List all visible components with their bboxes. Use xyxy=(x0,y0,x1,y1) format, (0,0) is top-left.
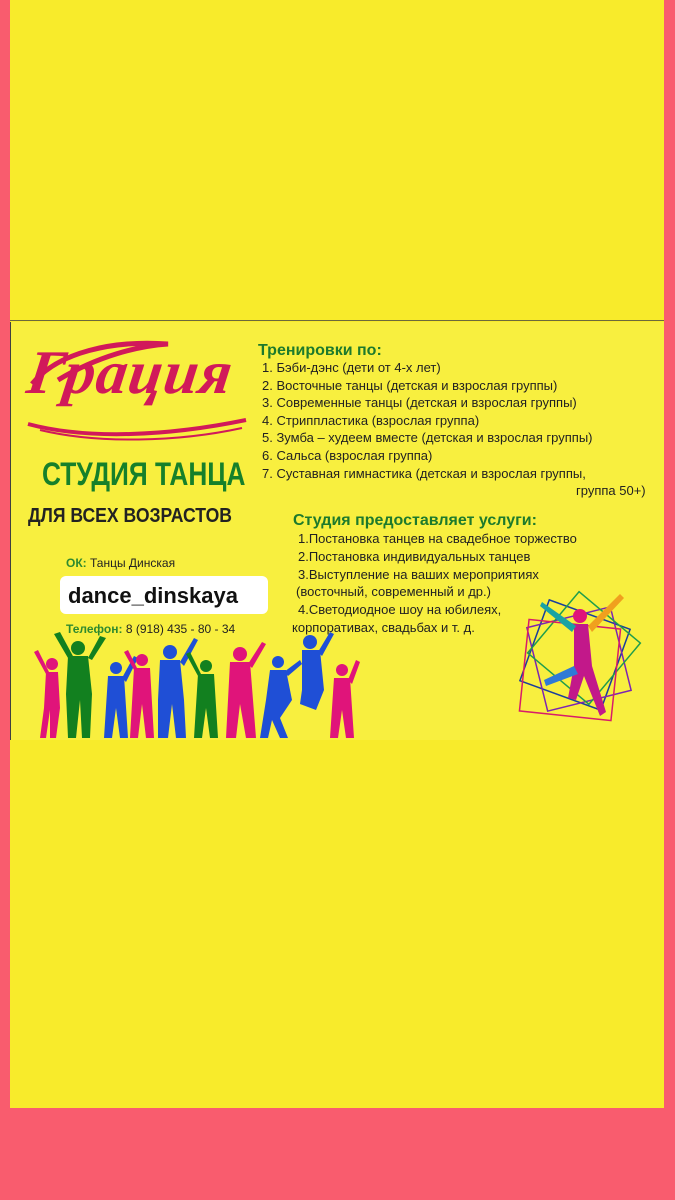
list-item: 1. Бэби-дэнс (дети от 4-х лет) xyxy=(262,360,441,375)
list-item: 6. Сальса (взрослая группа) xyxy=(262,447,433,463)
ok-value: Танцы Динская xyxy=(90,556,176,570)
gymnast-icon xyxy=(510,580,650,740)
trainings-list xyxy=(262,359,646,500)
list-item: группа 50+) xyxy=(576,483,646,499)
list-item: 4.Светодиодное шоу на юбилеях, xyxy=(298,602,502,618)
services-heading: Студия предоставляет услуги: xyxy=(293,512,537,529)
ok-label: ОК: xyxy=(66,556,87,570)
ok-contact xyxy=(66,556,175,570)
list-item: 2. Восточные танцы (детская и взрослая группы) xyxy=(262,377,558,393)
list-item: корпоративах, свадьбах и т. д. xyxy=(292,619,475,635)
phone-value: 8 (918) 435 - 80 - 34 xyxy=(125,622,236,636)
list-item: 7. Суставная гимнастика (детская и взрослая группы, xyxy=(262,465,586,481)
flyer-top-border xyxy=(10,320,664,321)
instagram-handle: dance_dinskaya xyxy=(68,583,238,608)
flyer-left-border xyxy=(10,322,11,740)
list-item: 3. Современные танцы (детская и взрослая группы) xyxy=(262,395,577,411)
list-item: 1.Постановка танцев на свадебное торжество xyxy=(298,531,577,546)
list-item: 2.Постановка индивидуальных танцев xyxy=(298,548,531,564)
all-ages-subtitle: ДЛЯ ВСЕХ ВОЗРАСТОВ xyxy=(28,505,232,527)
logo-wordmark: Грация xyxy=(23,339,238,407)
dancers-icon xyxy=(30,630,360,740)
phone-label: Телефон: xyxy=(66,622,123,636)
list-item: 3.Выступление на ваших мероприятиях xyxy=(298,566,539,582)
list-item: (восточный, современный и др.) xyxy=(296,584,491,600)
list-item: 5. Зумба – худеем вместе (детская и взрослая группы) xyxy=(262,430,593,446)
list-item: 4. Стриппластика (взрослая группа) xyxy=(262,412,480,428)
studio-title: СТУДИЯ ТАНЦА xyxy=(42,456,246,492)
trainings-heading: Тренировки по: xyxy=(258,342,382,359)
